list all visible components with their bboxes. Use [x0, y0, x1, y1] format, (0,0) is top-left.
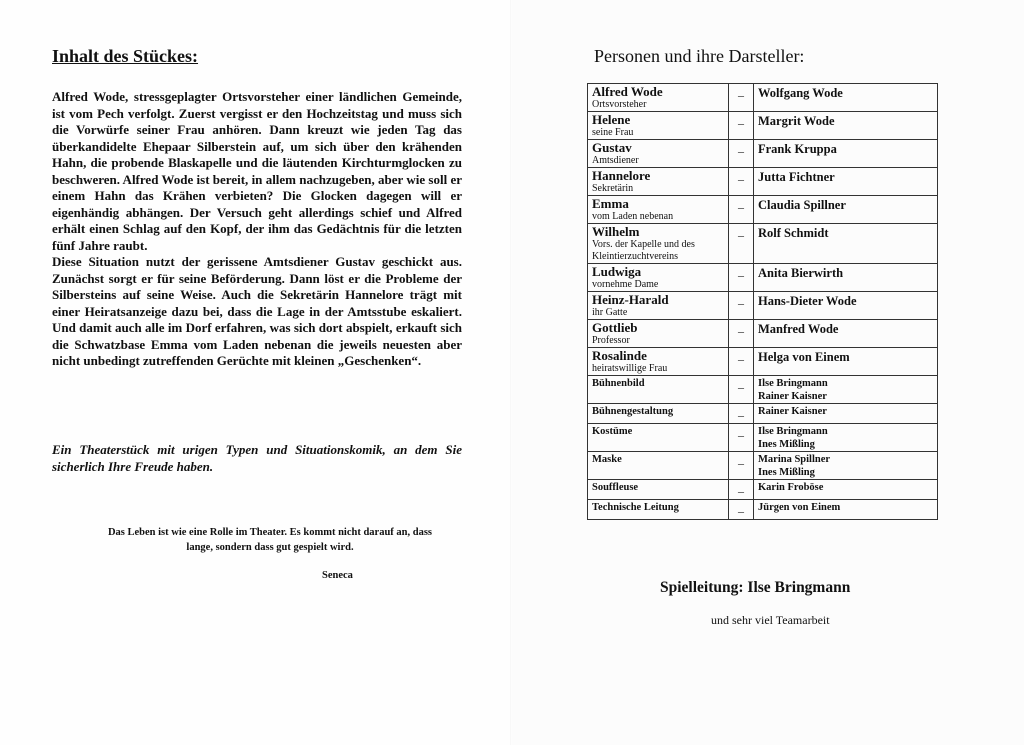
role-name: Wilhelm: [592, 224, 640, 239]
cast-row: [588, 264, 938, 292]
cast-row: [588, 84, 938, 112]
crew-member-name: Karin Froböse: [758, 482, 824, 493]
crew-role: Technische Leitung: [588, 500, 729, 520]
dash-separator: –: [729, 196, 754, 224]
crew-member-name: Rainer Kaisner: [758, 406, 827, 417]
crew-names: [754, 424, 938, 452]
crew-names: [754, 480, 938, 500]
crew-role: Bühnengestaltung: [588, 404, 729, 424]
role-description: Professor: [592, 335, 630, 346]
actor-name: Margrit Wode: [754, 112, 938, 140]
dash-separator: –: [729, 452, 754, 480]
crew-names: [754, 404, 938, 424]
crew-member-name: Marina Spillner: [758, 454, 831, 465]
direction-credit: Spielleitung: Ilse Bringmann: [660, 579, 851, 596]
synopsis-paragraph: Diese Situation nutzt der gerissene Amtsdiener Gustav geschickt aus. Zunächst sorgt er für seine Beförderung. Dann löst er die Probleme der Silbersteins auf seine Weise. Auch die Sekretärin Hannelore trägt mit einer Heiratsanzeige dazu bei, dass die Lage in der Amtsstube eskaliert. Und damit auch alle im Dorf erfahren, was sich dort abspielt, erkauft sich die Schwatzbase Emma vom Laden nebenan die jeweils neuesten aber nicht unbedingt zutreffenden Gerüchte mit kleinen „Geschenken“.: [52, 254, 462, 368]
crew-role: Maske: [588, 452, 729, 480]
role-description: Sekretärin: [592, 183, 634, 194]
role-name: Emma: [592, 196, 629, 211]
dash-separator: –: [729, 320, 754, 348]
crew-row: [588, 376, 938, 404]
role-name: Ludwiga: [592, 264, 642, 279]
tagline: Ein Theaterstück mit urigen Typen und Situationskomik, an dem Sie sicherlich Ihre Freude haben.: [52, 442, 462, 474]
synopsis-paragraph: Alfred Wode, stressgeplagter Ortsvorsteher einer ländlichen Gemeinde, ist vom Pech verfolgt. Zuerst vergisst er den Hochzeitstag und muss sich die Vorwürfe seiner Frau anhören. Dann kreuzt wie jeden Tag das überkandidelte Ehepaar Silberstein auf, um sich über den krähenden Hahn, die probende Blaskapelle und die läutenden Kirchturmglocken zu beschweren. Alfred Wode ist bereit, in allem nachzugeben, aber wie soll er einem Hahn das Krähen verbieten? Die Glocken dagegen will er eigenhändig abhängen. Der Versuch geht allerdings schief und Alfred erhält einen Schlag auf den Kopf, der ihm das Gedächtnis für die letzten fünf Jahre raubt.: [52, 89, 462, 253]
role-name: Gustav: [592, 140, 632, 155]
role-description: vornehme Dame: [592, 279, 659, 290]
cast-row: [588, 140, 938, 168]
cast-row: [588, 292, 938, 320]
role-cell: [588, 320, 729, 348]
crew-row: [588, 480, 938, 500]
crew-names: [754, 500, 938, 520]
dash-separator: –: [729, 84, 754, 112]
dash-separator: –: [729, 480, 754, 500]
dash-separator: –: [729, 424, 754, 452]
actor-name: Manfred Wode: [754, 320, 938, 348]
crew-names: [754, 376, 938, 404]
cast-heading: Personen und ihre Darsteller:: [594, 46, 805, 66]
actor-name: Rolf Schmidt: [754, 224, 938, 264]
teamwork-note: und sehr viel Teamarbeit: [711, 613, 830, 627]
actor-name: Frank Kruppa: [754, 140, 938, 168]
dash-separator: –: [729, 168, 754, 196]
right-page: [512, 0, 1024, 745]
role-cell: [588, 84, 729, 112]
dash-separator: –: [729, 500, 754, 520]
actor-name: Hans-Dieter Wode: [754, 292, 938, 320]
role-cell: [588, 196, 729, 224]
crew-row: [588, 424, 938, 452]
crew-member-name: Ines Mißling: [758, 467, 815, 478]
role-name: Helene: [592, 112, 631, 127]
cast-row: [588, 224, 938, 264]
dash-separator: –: [729, 404, 754, 424]
dash-separator: –: [729, 376, 754, 404]
crew-member-name: Ilse Bringmann: [758, 426, 828, 437]
dash-separator: –: [729, 264, 754, 292]
crew-member-name: Ines Mißling: [758, 439, 815, 450]
quote: Das Leben ist wie eine Rolle im Theater. Es kommt nicht darauf an, dass lange, sondern dass gut gespielt wird.: [107, 527, 433, 553]
crew-row: [588, 404, 938, 424]
actor-name: Claudia Spillner: [754, 196, 938, 224]
role-cell: [588, 348, 729, 376]
actor-name: Wolfgang Wode: [754, 84, 938, 112]
actor-name: Helga von Einem: [754, 348, 938, 376]
role-name: Hannelore: [592, 168, 651, 183]
crew-member-name: Jürgen von Einem: [758, 502, 841, 513]
role-cell: [588, 112, 729, 140]
cast-table: [587, 83, 938, 520]
role-description: Vors. der Kapelle und des Kleintierzuchtvereins: [592, 239, 695, 262]
synopsis-text: [52, 89, 462, 370]
crew-member-name: Rainer Kaisner: [758, 391, 827, 402]
dash-separator: –: [729, 292, 754, 320]
dash-separator: –: [729, 224, 754, 264]
cast-row: [588, 348, 938, 376]
role-cell: [588, 292, 729, 320]
crew-member-name: Ilse Bringmann: [758, 378, 828, 389]
dash-separator: –: [729, 112, 754, 140]
crew-role: Kostüme: [588, 424, 729, 452]
role-name: Gottlieb: [592, 320, 638, 335]
cast-row: [588, 112, 938, 140]
actor-name: Jutta Fichtner: [754, 168, 938, 196]
role-name: Alfred Wode: [592, 84, 663, 99]
role-cell: [588, 264, 729, 292]
role-description: heiratswillige Frau: [592, 363, 668, 374]
role-description: Amtsdiener: [592, 155, 639, 166]
crew-row: [588, 500, 938, 520]
role-description: Ortsvorsteher: [592, 99, 647, 110]
synopsis-heading: Inhalt des Stückes:: [52, 46, 199, 66]
role-cell: [588, 140, 729, 168]
crew-names: [754, 452, 938, 480]
role-description: vom Laden nebenan: [592, 211, 674, 222]
role-cell: [588, 224, 729, 264]
role-cell: [588, 168, 729, 196]
cast-row: [588, 320, 938, 348]
crew-role: Bühnenbild: [588, 376, 729, 404]
cast-row: [588, 168, 938, 196]
quote-author: Seneca: [322, 570, 353, 581]
role-description: seine Frau: [592, 127, 634, 138]
dash-separator: –: [729, 348, 754, 376]
role-name: Heinz-Harald: [592, 292, 669, 307]
role-description: ihr Gatte: [592, 307, 628, 318]
dash-separator: –: [729, 140, 754, 168]
crew-role: Souffleuse: [588, 480, 729, 500]
role-name: Rosalinde: [592, 348, 647, 363]
crew-row: [588, 452, 938, 480]
actor-name: Anita Bierwirth: [754, 264, 938, 292]
cast-row: [588, 196, 938, 224]
